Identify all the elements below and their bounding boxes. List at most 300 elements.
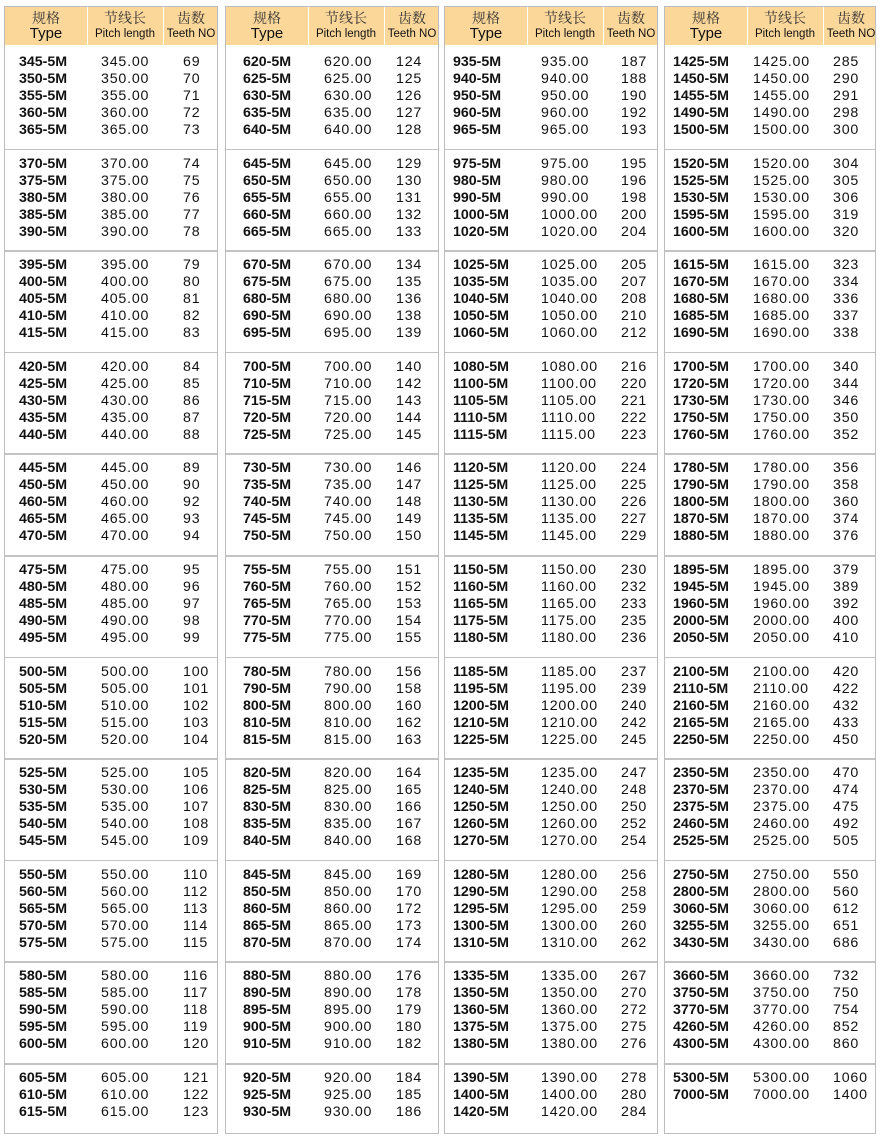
pitch-length: 1060.00: [541, 325, 598, 342]
teeth-count: 80: [183, 274, 201, 291]
header-divider: [87, 7, 88, 45]
header-divider: [823, 7, 824, 45]
teeth-count: 225: [621, 477, 648, 494]
table-row: [226, 156, 438, 173]
teeth-count: 143: [396, 392, 423, 409]
teeth-count: 149: [396, 511, 423, 528]
pitch-length: 440.00: [101, 426, 150, 443]
belt-type: 1880-5M: [673, 528, 729, 545]
table-row: [665, 477, 875, 494]
belt-type: 1780-5M: [673, 460, 729, 477]
belt-type: 3750-5M: [673, 985, 729, 1002]
belt-type: 2160-5M: [673, 697, 729, 714]
belt-type: 1210-5M: [453, 714, 509, 731]
pitch-length: 715.00: [324, 392, 373, 409]
table-row: [665, 528, 875, 545]
type-header-en: Type: [29, 25, 63, 42]
belt-type: 410-5M: [19, 308, 68, 325]
teeth-count: 338: [833, 325, 860, 342]
belt-type: 940-5M: [453, 71, 502, 87]
belt-type: 640-5M: [243, 122, 292, 138]
teeth-count: 124: [396, 54, 423, 70]
belt-type: 1615-5M: [673, 257, 729, 274]
pitch-length: 730.00: [324, 460, 373, 477]
table-row: [226, 122, 438, 139]
belt-type: 1115-5M: [453, 426, 508, 443]
pitch-length: 740.00: [324, 494, 373, 511]
table-row: [445, 579, 657, 596]
table-row: [445, 511, 657, 528]
pitch-length: 1125.00: [541, 477, 597, 494]
pitch-length: 810.00: [324, 714, 373, 731]
teeth-header-cn: 齿数: [837, 10, 865, 26]
belt-type: 2250-5M: [673, 731, 729, 748]
group-divider: [5, 1063, 217, 1065]
pitch-length: 965.00: [541, 122, 590, 138]
table-row: [226, 613, 438, 630]
pitch-length: 500.00: [101, 663, 150, 680]
table-row: [665, 782, 875, 799]
teeth-count: 239: [621, 680, 648, 697]
teeth-count: 173: [396, 917, 423, 934]
teeth-count: 167: [396, 816, 423, 833]
pitch-length: 760.00: [324, 579, 373, 595]
table-row: [445, 867, 657, 884]
belt-type: 485-5M: [19, 596, 68, 612]
belt-type: 1260-5M: [453, 816, 509, 833]
teeth-count: 138: [396, 308, 423, 325]
belt-type: 625-5M: [243, 71, 292, 87]
teeth-count: 81: [183, 291, 201, 308]
table-row: [226, 579, 438, 596]
belt-type: 435-5M: [19, 409, 68, 426]
header-divider: [603, 7, 604, 45]
belt-type: 925-5M: [243, 1087, 292, 1103]
table-row: [226, 308, 438, 325]
belt-type: 415-5M: [19, 325, 68, 342]
pitch-length: 980.00: [541, 172, 590, 189]
teeth-count: 121: [183, 1070, 210, 1086]
pitch-length: 1720.00: [753, 375, 810, 392]
pitch-length: 835.00: [324, 816, 373, 833]
belt-type: 1670-5M: [673, 274, 729, 291]
pitch-length: 1800.00: [753, 494, 810, 511]
group-divider: [665, 352, 875, 354]
pitch-length: 960.00: [541, 105, 590, 121]
pitch-length: 360.00: [101, 105, 150, 121]
pitch-length: 910.00: [324, 1036, 373, 1053]
belt-type: 860-5M: [243, 900, 292, 917]
pitch-length: 800.00: [324, 697, 373, 714]
table-row: [445, 901, 657, 918]
belt-type: 2100-5M: [673, 663, 729, 680]
teeth-count: 96: [183, 579, 201, 595]
table-row: [445, 105, 657, 122]
pitch-length: 625.00: [324, 71, 373, 87]
table-row: [5, 579, 217, 596]
teeth-count: 242: [621, 714, 648, 731]
pitch-length: 2160.00: [753, 697, 810, 714]
pitch-length: 3660.00: [753, 968, 810, 985]
group-divider: [665, 453, 875, 455]
belt-type: 980-5M: [453, 172, 502, 189]
belt-type: 1350-5M: [453, 985, 509, 1002]
table-row: [226, 596, 438, 613]
table-row: [665, 935, 875, 952]
teeth-count: 237: [621, 663, 648, 680]
belt-type: 1525-5M: [673, 172, 729, 189]
table-row: [665, 884, 875, 901]
teeth-count: 85: [183, 375, 201, 392]
table-row: [5, 376, 217, 393]
pitch-length: 530.00: [101, 782, 150, 799]
belt-type: 725-5M: [243, 426, 292, 443]
table-row: [226, 376, 438, 393]
table-row: [226, 494, 438, 511]
teeth-count: 323: [833, 257, 860, 274]
belt-type: 1680-5M: [673, 291, 729, 308]
pitch-length: 470.00: [101, 528, 150, 545]
teeth-header-cn: 齿数: [398, 10, 426, 26]
table-row: [5, 630, 217, 647]
pitch-length: 540.00: [101, 816, 150, 833]
pitch-length: 2350.00: [753, 765, 810, 782]
belt-type: 350-5M: [19, 71, 68, 87]
teeth-count: 550: [833, 866, 860, 883]
teeth-count: 193: [621, 122, 648, 138]
belt-type: 950-5M: [453, 88, 502, 104]
table-row: [665, 664, 875, 681]
table-row: [226, 968, 438, 985]
pitch-length: 615.00: [101, 1104, 150, 1120]
table-row: [665, 1019, 875, 1036]
pitch-length: 1270.00: [541, 833, 598, 850]
group-divider: [5, 352, 217, 354]
table-row: [226, 562, 438, 579]
belt-type: 825-5M: [243, 782, 292, 799]
table-row: [5, 156, 217, 173]
belt-type: 500-5M: [19, 663, 68, 680]
teeth-count: 240: [621, 697, 648, 714]
table-row: [445, 1087, 657, 1104]
pitch-length: 7000.00: [753, 1087, 810, 1103]
group-divider: [445, 961, 657, 963]
teeth-count: 76: [183, 189, 201, 206]
table-row: [665, 359, 875, 376]
teeth-count: 732: [833, 968, 860, 985]
teeth-header: [603, 7, 659, 45]
table-row: [445, 359, 657, 376]
teeth-count: 165: [396, 782, 423, 799]
pitch-length: 1895.00: [753, 562, 810, 578]
teeth-count: 410: [833, 630, 860, 646]
teeth-count: 125: [396, 71, 423, 87]
teeth-count: 200: [621, 206, 648, 223]
belt-type: 460-5M: [19, 494, 68, 511]
pitch-length: 585.00: [101, 985, 150, 1002]
belt-type: 1760-5M: [673, 426, 729, 443]
table-row: [445, 308, 657, 325]
table-row: [665, 1087, 875, 1104]
belt-type: 620-5M: [243, 54, 292, 70]
table-row: [445, 460, 657, 477]
table-row: [5, 664, 217, 681]
table-row: [226, 511, 438, 528]
teeth-count: 122: [183, 1087, 210, 1103]
teeth-count: 346: [833, 392, 860, 409]
belt-type: 865-5M: [243, 917, 292, 934]
table-row: [226, 325, 438, 342]
teeth-header-en: Teeth NO: [387, 28, 437, 40]
type-header-en: Type: [250, 25, 284, 42]
pitch-length: 1035.00: [541, 274, 598, 291]
belt-type: 1425-5M: [673, 54, 729, 70]
pitch-length: 1080.00: [541, 358, 598, 375]
type-header: [5, 7, 87, 45]
belt-type: 440-5M: [19, 426, 68, 443]
belt-type: 535-5M: [19, 799, 68, 816]
belt-type: 2525-5M: [673, 833, 729, 850]
group-divider: [5, 657, 217, 659]
belt-type: 1290-5M: [453, 883, 509, 900]
belt-type: 780-5M: [243, 663, 292, 680]
belt-type: 1390-5M: [453, 1070, 509, 1086]
pitch-length: 755.00: [324, 562, 373, 578]
table-row: [5, 799, 217, 816]
teeth-header-cn: 齿数: [177, 10, 205, 26]
belt-type: 540-5M: [19, 816, 68, 833]
pitch-length: 940.00: [541, 71, 590, 87]
table-row: [665, 1070, 875, 1087]
pitch-length: 680.00: [324, 291, 373, 308]
pitch-length: 710.00: [324, 375, 373, 392]
belt-type: 840-5M: [243, 833, 292, 850]
belt-type: 835-5M: [243, 816, 292, 833]
pitch-length: 725.00: [324, 426, 373, 443]
belt-type: 3660-5M: [673, 968, 729, 985]
table-row: [226, 190, 438, 207]
group-divider: [665, 555, 875, 557]
pitch-length: 675.00: [324, 274, 373, 291]
pitch-length: 1685.00: [753, 308, 810, 325]
belt-type: 720-5M: [243, 409, 292, 426]
belt-type: 470-5M: [19, 528, 68, 545]
belt-type: 670-5M: [243, 257, 292, 274]
group-divider: [445, 860, 657, 862]
teeth-count: 107: [183, 799, 210, 816]
table-row: [5, 460, 217, 477]
teeth-header-en: Teeth NO: [606, 28, 656, 40]
belt-type: 5300-5M: [673, 1070, 729, 1086]
pitch-length: 350.00: [101, 71, 150, 87]
table-row: [665, 105, 875, 122]
teeth-count: 686: [833, 934, 860, 951]
teeth-count: 248: [621, 782, 648, 799]
teeth-count: 170: [396, 883, 423, 900]
pitch-length: 1260.00: [541, 816, 598, 833]
pitch-length: 5300.00: [753, 1070, 810, 1086]
teeth-count: 179: [396, 1002, 423, 1019]
group-divider: [445, 250, 657, 252]
table-row: [226, 460, 438, 477]
pitch-length: 545.00: [101, 833, 150, 850]
belt-type: 2350-5M: [673, 765, 729, 782]
table-row: [226, 630, 438, 647]
pitch-length: 820.00: [324, 765, 373, 782]
table-row: [226, 477, 438, 494]
table-row: [445, 410, 657, 427]
belt-type: 1960-5M: [673, 596, 729, 612]
pitch-length: 505.00: [101, 680, 150, 697]
table-row: [5, 562, 217, 579]
teeth-count: 358: [833, 477, 860, 494]
pitch-length: 535.00: [101, 799, 150, 816]
teeth-count: 115: [183, 934, 209, 951]
group-divider: [5, 758, 217, 760]
table-row: [665, 681, 875, 698]
belt-type: 850-5M: [243, 883, 292, 900]
teeth-count: 352: [833, 426, 860, 443]
table-row: [226, 901, 438, 918]
belt-type: 380-5M: [19, 189, 68, 206]
pitch-length: 510.00: [101, 697, 150, 714]
table-row: [5, 88, 217, 105]
teeth-count: 176: [396, 968, 423, 985]
pitch-header: [87, 7, 163, 45]
belt-type: 1295-5M: [453, 900, 509, 917]
pitch-length: 670.00: [324, 257, 373, 274]
belt-type: 505-5M: [19, 680, 68, 697]
table-row: [445, 494, 657, 511]
teeth-count: 128: [396, 122, 423, 138]
teeth-count: 389: [833, 579, 860, 595]
table-row: [226, 1036, 438, 1053]
table-row: [5, 1070, 217, 1087]
pitch-length: 1185.00: [541, 663, 597, 680]
pitch-length: 735.00: [324, 477, 373, 494]
teeth-count: 166: [396, 799, 423, 816]
belt-type: 3770-5M: [673, 1002, 729, 1019]
table-row: [445, 71, 657, 88]
teeth-count: 290: [833, 71, 860, 87]
pitch-length: 610.00: [101, 1087, 150, 1103]
teeth-count: 422: [833, 680, 860, 697]
belt-type: 690-5M: [243, 308, 292, 325]
table-row: [5, 765, 217, 782]
belt-type: 4300-5M: [673, 1036, 729, 1053]
belt-type: 1035-5M: [453, 274, 509, 291]
table-row: [445, 1070, 657, 1087]
teeth-count: 110: [183, 866, 209, 883]
belt-type: 1490-5M: [673, 105, 729, 121]
teeth-count: 210: [621, 308, 648, 325]
table-row: [5, 71, 217, 88]
table-row: [226, 1002, 438, 1019]
teeth-count: 130: [396, 172, 423, 189]
pitch-length: 450.00: [101, 477, 150, 494]
spec-panel: [225, 6, 439, 1134]
pitch-length: 790.00: [324, 680, 373, 697]
pitch-length: 770.00: [324, 613, 373, 629]
teeth-count: 260: [621, 917, 648, 934]
group-divider: [226, 555, 438, 557]
belt-type: 615-5M: [19, 1104, 68, 1120]
teeth-header: [384, 7, 440, 45]
group-divider: [5, 453, 217, 455]
teeth-count: 205: [621, 257, 648, 274]
belt-type: 975-5M: [453, 155, 502, 172]
table-row: [445, 816, 657, 833]
belt-type: 1050-5M: [453, 308, 509, 325]
teeth-count: 146: [396, 460, 423, 477]
teeth-count: 492: [833, 816, 860, 833]
header-divider: [747, 7, 748, 45]
teeth-count: 754: [833, 1002, 860, 1019]
belt-type: 890-5M: [243, 985, 292, 1002]
belt-type: 635-5M: [243, 105, 292, 121]
belt-type: 430-5M: [19, 392, 68, 409]
pitch-length: 560.00: [101, 883, 150, 900]
teeth-count: 233: [621, 596, 648, 612]
teeth-count: 284: [621, 1104, 648, 1120]
table-row: [5, 901, 217, 918]
teeth-count: 145: [396, 426, 423, 443]
pitch-length: 1520.00: [753, 155, 810, 172]
belt-type: 1200-5M: [453, 697, 509, 714]
pitch-length: 550.00: [101, 866, 150, 883]
belt-type: 1360-5M: [453, 1002, 509, 1019]
pitch-length: 1500.00: [753, 122, 810, 138]
type-header: [445, 7, 527, 45]
belt-type: 1595-5M: [673, 206, 729, 223]
pitch-length: 830.00: [324, 799, 373, 816]
teeth-count: 291: [833, 88, 860, 104]
pitch-length: 1750.00: [753, 409, 810, 426]
belt-type: 1800-5M: [673, 494, 729, 511]
belt-type: 880-5M: [243, 968, 292, 985]
table-row: [5, 359, 217, 376]
belt-type: 1195-5M: [453, 680, 509, 697]
teeth-count: 208: [621, 291, 648, 308]
pitch-header: [308, 7, 384, 45]
pitch-length: 1225.00: [541, 731, 598, 748]
pitch-length: 2525.00: [753, 833, 810, 850]
pitch-length: 435.00: [101, 409, 150, 426]
belt-type: 680-5M: [243, 291, 292, 308]
pitch-length: 4260.00: [753, 1019, 810, 1036]
pitch-length: 775.00: [324, 630, 373, 646]
teeth-count: 252: [621, 816, 648, 833]
pitch-length: 850.00: [324, 883, 373, 900]
table-row: [226, 257, 438, 274]
table-row: [445, 732, 657, 749]
table-row: [5, 393, 217, 410]
belt-type: 2460-5M: [673, 816, 729, 833]
belt-type: 1130-5M: [453, 494, 509, 511]
pitch-header-cn: 节线长: [764, 10, 806, 26]
teeth-count: 187: [621, 54, 648, 70]
table-row: [445, 884, 657, 901]
pitch-length: 870.00: [324, 934, 373, 951]
table-row: [5, 867, 217, 884]
table-row: [226, 799, 438, 816]
belt-type: 425-5M: [19, 375, 68, 392]
pitch-header-cn: 节线长: [325, 10, 367, 26]
table-row: [665, 274, 875, 291]
belt-type: 790-5M: [243, 680, 292, 697]
teeth-count: 612: [833, 900, 860, 917]
group-divider: [665, 1063, 875, 1065]
